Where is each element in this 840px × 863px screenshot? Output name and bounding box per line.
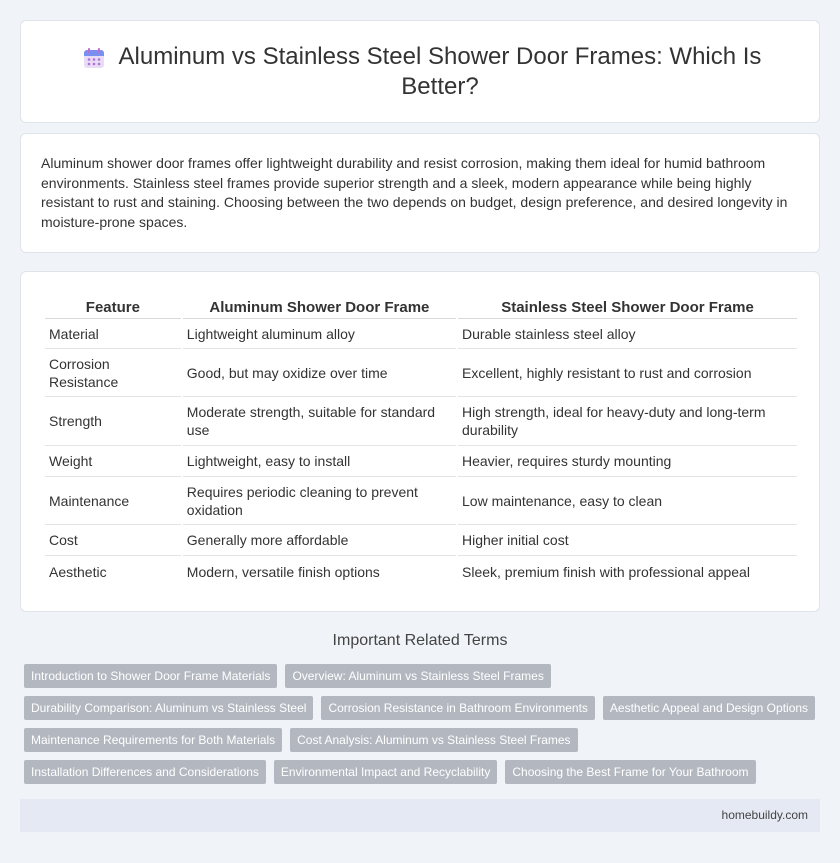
cell-stainless: Excellent, highly resistant to rust and corrosion	[458, 349, 797, 397]
tag-row	[24, 696, 824, 720]
cell-stainless: Heavier, requires sturdy mounting	[458, 446, 797, 477]
header-feature: Feature	[45, 296, 181, 319]
comparison-card	[20, 271, 820, 612]
cell-feature: Maintenance	[45, 477, 181, 525]
related-term-tag[interactable]: Maintenance Requirements for Both Materials	[24, 728, 282, 752]
related-term-tag[interactable]: Corrosion Resistance in Bathroom Environments	[321, 696, 594, 720]
cell-stainless: Sleek, premium finish with professional appeal	[462, 563, 750, 580]
cell-aluminum: Requires periodic cleaning to prevent oxidation	[183, 477, 456, 525]
related-term-tag[interactable]: Aesthetic Appeal and Design Options	[603, 696, 815, 720]
comparison-table	[43, 296, 799, 587]
related-term-tag[interactable]: Introduction to Shower Door Frame Materials	[24, 664, 277, 688]
header-stainless: Stainless Steel Shower Door Frame	[458, 296, 797, 319]
cell-aluminum: Lightweight, easy to install	[183, 446, 456, 477]
tag-row	[24, 760, 824, 784]
title-wrap	[21, 21, 819, 122]
table-row	[45, 349, 797, 397]
tag-row	[24, 728, 824, 752]
table-row	[45, 525, 797, 556]
table-header-row	[45, 296, 797, 319]
cell-aluminum: Generally more affordable	[183, 525, 456, 556]
cell-feature: Aesthetic	[49, 563, 107, 580]
page-title: Aluminum vs Stainless Steel Shower Door Frames: Which Is Better?	[118, 42, 762, 100]
related-term-tag[interactable]: Choosing the Best Frame for Your Bathroom	[505, 760, 755, 784]
related-terms-list	[24, 664, 824, 792]
cell-aluminum: Moderate strength, suitable for standard use	[183, 397, 456, 446]
tag-row	[24, 664, 824, 688]
table-row	[45, 446, 797, 477]
table-row	[45, 556, 797, 587]
header-aluminum: Aluminum Shower Door Frame	[183, 296, 456, 319]
cell-stainless: High strength, ideal for heavy-duty and long-term durability	[458, 397, 797, 446]
cell-feature: Strength	[45, 397, 181, 446]
calendar-icon	[83, 47, 105, 69]
table-row	[45, 477, 797, 525]
cell-stainless: Durable stainless steel alloy	[458, 319, 797, 349]
intro-paragraph: Aluminum shower door frames offer lightweight durability and resist corrosion, making them ideal for humid bathroom environments. Stainless steel frames provide superior strength and a sleek, modern appearance while being highly resistant to rust and staining. Choosing between the two depends on budget, design preference, and desired longevity in moisture-prone spaces.	[41, 155, 788, 230]
footer-site-link[interactable]: homebuildy.com	[721, 808, 808, 822]
cell-stainless: Low maintenance, easy to clean	[458, 477, 797, 525]
cell-stainless: Higher initial cost	[458, 525, 797, 556]
intro-card	[20, 133, 820, 253]
cell-aluminum: Modern, versatile finish options	[186, 563, 380, 580]
related-term-tag[interactable]: Cost Analysis: Aluminum vs Stainless Steel Frames	[290, 728, 577, 752]
related-term-tag[interactable]: Durability Comparison: Aluminum vs Stainless Steel	[24, 696, 313, 720]
cell-feature: Material	[45, 319, 181, 349]
title-card	[20, 20, 820, 123]
cell-aluminum: Good, but may oxidize over time	[183, 349, 456, 397]
cell-aluminum: Lightweight aluminum alloy	[183, 319, 456, 349]
table-row	[45, 397, 797, 446]
related-terms-title: Important Related Terms	[332, 632, 508, 649]
related-term-tag[interactable]: Environmental Impact and Recyclability	[274, 760, 497, 784]
table-row	[45, 319, 797, 349]
cell-feature: Weight	[45, 446, 181, 477]
cell-feature: Corrosion Resistance	[45, 349, 181, 397]
footer	[20, 799, 820, 832]
related-term-tag[interactable]: Installation Differences and Considerations	[24, 760, 266, 784]
cell-feature: Cost	[45, 525, 181, 556]
related-term-tag[interactable]: Overview: Aluminum vs Stainless Steel Frames	[285, 664, 550, 688]
